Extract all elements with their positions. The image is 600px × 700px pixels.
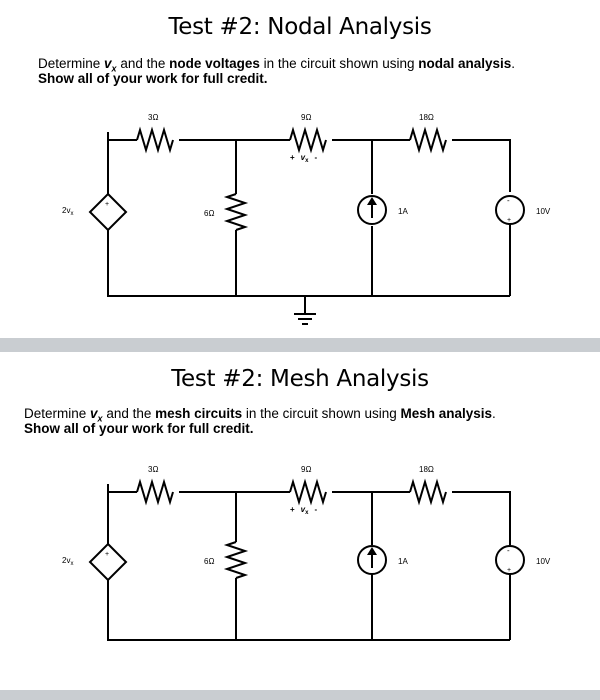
- dep-2v: 2v: [62, 206, 71, 215]
- nodal-title: Test #2: Nodal Analysis: [168, 14, 432, 40]
- label-2vx: [62, 556, 73, 567]
- current-arrow-head: [367, 197, 377, 205]
- label-vx: [290, 153, 317, 164]
- mesh-instructions-line2: Show all of your work for full credit.: [24, 421, 254, 436]
- vx-plus: +: [290, 153, 295, 162]
- label-2vx: [62, 206, 73, 217]
- dep-source-plus: +: [105, 201, 110, 208]
- resistor-18ohm: [410, 130, 446, 150]
- vx-var: v: [300, 153, 306, 162]
- vsrc-minus: -: [507, 196, 510, 205]
- wire-top-left: [108, 132, 137, 140]
- var-sub-x: x: [97, 413, 103, 424]
- dep-sub: x: [70, 561, 74, 567]
- resistor-18ohm: [410, 482, 446, 502]
- wire-top-left: [108, 484, 137, 492]
- section-divider: [0, 338, 600, 352]
- vx-minus: -: [314, 153, 318, 162]
- resistor-3ohm: [137, 130, 173, 150]
- resistor-3ohm: [137, 482, 173, 502]
- label-3ohm: 3Ω: [148, 465, 159, 474]
- emph-node-voltages: node voltages: [169, 56, 260, 71]
- ground-symbol: [294, 314, 316, 324]
- label-18ohm: 18Ω: [419, 465, 434, 474]
- emph-method: nodal analysis: [418, 56, 512, 71]
- vsrc-plus: +: [507, 217, 512, 224]
- nodal-circuit-diagram: [0, 100, 600, 330]
- vx-minus: -: [314, 505, 318, 514]
- mesh-circuit-diagram: [0, 452, 600, 687]
- text-determine: Determine: [38, 56, 105, 71]
- text-and-the: and the: [116, 56, 170, 71]
- mesh-title: Test #2: Mesh Analysis: [171, 366, 429, 392]
- text-and-the: and the: [102, 406, 156, 421]
- text-determine: Determine: [24, 406, 91, 421]
- current-arrow-head: [367, 547, 377, 555]
- wire-bottom: [108, 580, 510, 640]
- vx-var: v: [300, 505, 306, 514]
- dep-source-plus: +: [105, 551, 110, 558]
- dependent-voltage-source: [90, 194, 126, 230]
- resistor-9ohm: [290, 130, 326, 150]
- vx-sub: x: [305, 510, 309, 516]
- vx-sub: x: [305, 158, 309, 164]
- period: .: [511, 56, 516, 71]
- vx-plus: +: [290, 505, 295, 514]
- text-in-circuit: in the circuit shown using: [242, 406, 401, 421]
- label-6ohm: 6Ω: [204, 209, 215, 218]
- resistor-6ohm: [227, 194, 245, 230]
- var-v: v: [90, 406, 98, 421]
- wire-top-right: [452, 492, 510, 545]
- label-18ohm: 18Ω: [419, 113, 434, 122]
- var-v: v: [104, 56, 112, 71]
- text-in-circuit: in the circuit shown using: [259, 56, 419, 71]
- label-9ohm: 9Ω: [301, 113, 312, 122]
- wire-bottom: [108, 230, 510, 296]
- vsrc-minus: -: [507, 546, 510, 555]
- nodal-instructions-line2: Show all of your work for full credit.: [38, 71, 268, 86]
- emph-mesh-circuits: mesh circuits: [155, 406, 243, 421]
- label-9ohm: 9Ω: [301, 465, 312, 474]
- nodal-section: [0, 0, 600, 338]
- resistor-9ohm: [290, 482, 326, 502]
- mesh-section: [0, 352, 600, 690]
- label-6ohm: 6Ω: [204, 557, 215, 566]
- label-10V: 10V: [536, 557, 551, 566]
- wire-top-right: [452, 140, 510, 192]
- resistor-6ohm: [227, 542, 245, 578]
- label-1A: 1A: [398, 207, 408, 216]
- dep-sub: x: [70, 211, 74, 217]
- vsrc-plus: +: [507, 567, 512, 574]
- label-vx: [290, 505, 317, 516]
- label-10V: 10V: [536, 207, 551, 216]
- bottom-divider: [0, 690, 600, 700]
- label-3ohm: 3Ω: [148, 113, 159, 122]
- label-1A: 1A: [398, 557, 408, 566]
- emph-method: Mesh analysis: [400, 406, 493, 421]
- period: .: [492, 406, 496, 421]
- var-sub-x: x: [111, 63, 117, 74]
- dependent-voltage-source: [90, 544, 126, 580]
- dep-2v: 2v: [62, 556, 71, 565]
